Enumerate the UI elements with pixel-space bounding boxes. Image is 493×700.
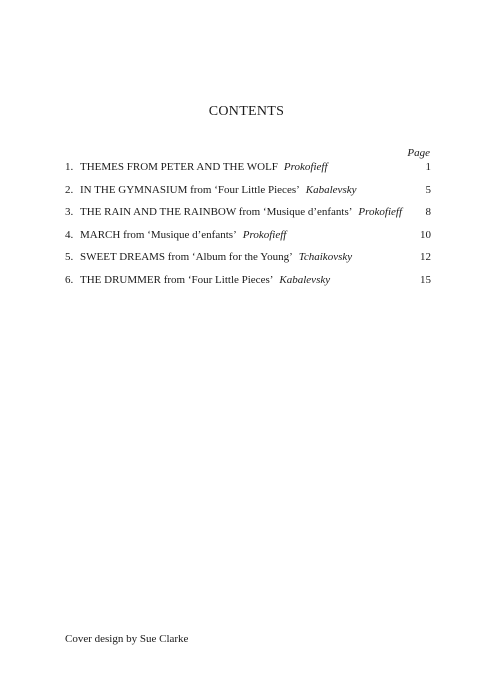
entry-page: 1 — [425, 161, 431, 173]
toc-entry-6 — [65, 274, 431, 297]
entry-number: 5. — [65, 251, 74, 264]
entry-composer: Prokofieff — [358, 206, 403, 219]
toc-entry-2 — [65, 184, 431, 207]
entry-number: 4. — [65, 228, 74, 241]
toc-entry-4 — [65, 229, 431, 252]
contents-heading: CONTENTS — [208, 104, 285, 119]
entry-page: 5 — [425, 183, 431, 196]
toc-entry-5 — [65, 251, 431, 274]
entry-page: 12 — [420, 251, 431, 264]
entry-title: THE DRUMMER from ‘Four Little Pieces’ — [80, 273, 274, 286]
entry-title: MARCH from ‘Musique d’enfants’ — [80, 228, 237, 241]
entry-composer: Kabalevsky — [305, 183, 357, 196]
entry-title: SWEET DREAMS from ‘Album for the Young’ — [80, 251, 293, 264]
entry-composer: Kabalevsky — [279, 273, 331, 286]
entry-composer: Prokofieff — [283, 161, 328, 173]
entry-number: 6. — [65, 273, 74, 286]
table-of-contents — [65, 161, 431, 297]
entry-composer: Prokofieff — [242, 228, 287, 241]
toc-entry-1 — [65, 161, 431, 184]
entry-number: 2. — [65, 183, 74, 196]
entry-page: 15 — [420, 273, 431, 286]
entry-page: 10 — [420, 228, 431, 241]
entry-title: IN THE GYMNASIUM from ‘Four Little Pieces’ — [80, 183, 300, 196]
entry-page: 8 — [425, 206, 431, 219]
page-column-label: Page — [407, 147, 430, 159]
entry-title: THEMES FROM PETER AND THE WOLF — [80, 161, 278, 173]
cover-design-credit: Cover design by Sue Clarke — [65, 633, 189, 645]
entry-composer: Tchaikovsky — [298, 251, 353, 264]
entry-number: 3. — [65, 206, 74, 219]
toc-entry-3 — [65, 206, 431, 229]
entry-title: THE RAIN AND THE RAINBOW from ‘Musique d’enfants’ — [80, 206, 353, 219]
entry-number: 1. — [65, 161, 74, 173]
